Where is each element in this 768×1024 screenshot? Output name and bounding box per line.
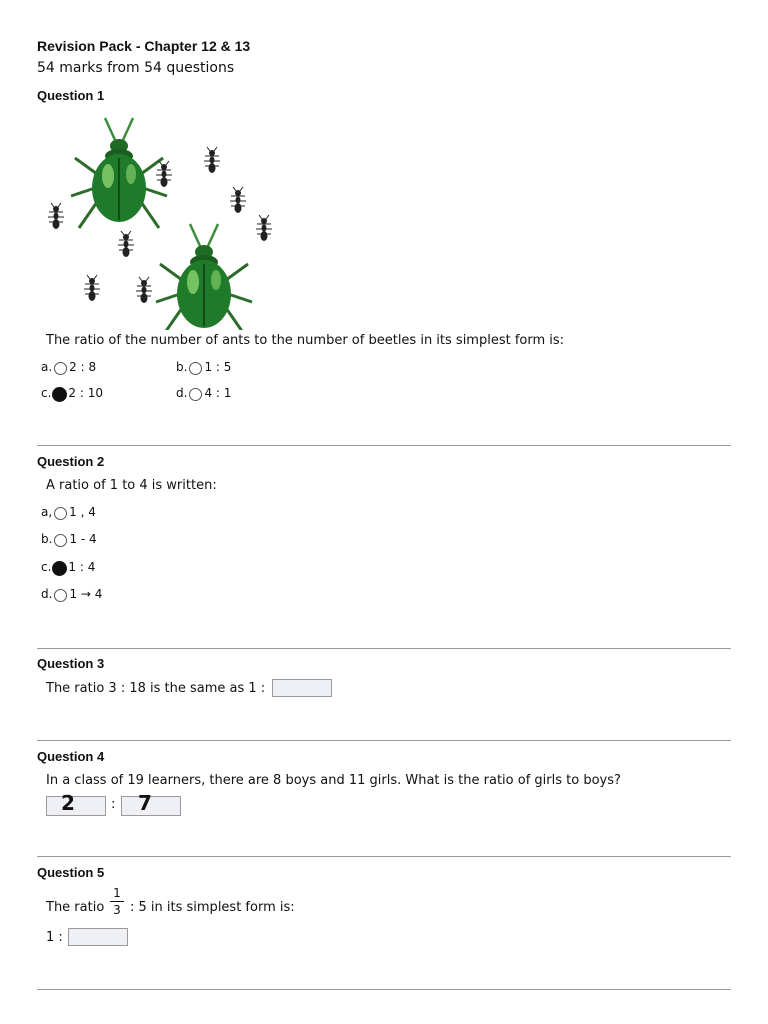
fraction-denominator: 3 bbox=[113, 903, 121, 917]
q2-option-a[interactable] bbox=[41, 505, 96, 519]
divider bbox=[37, 856, 731, 857]
radio-button[interactable] bbox=[54, 507, 67, 520]
option-letter: a. bbox=[41, 360, 53, 374]
option-text: 2 : 10 bbox=[68, 386, 103, 400]
ant-2 bbox=[204, 147, 220, 173]
option-letter: c. bbox=[41, 560, 52, 574]
ant-6 bbox=[256, 215, 272, 241]
radio-button[interactable] bbox=[54, 362, 67, 375]
fraction-one-third bbox=[109, 886, 125, 917]
q1-option-a[interactable] bbox=[41, 360, 96, 374]
option-letter: a, bbox=[41, 505, 53, 519]
question-1-prompt: The ratio of the number of ants to the number of beetles in its simplest form is: bbox=[46, 333, 565, 348]
fraction-bar bbox=[110, 901, 124, 902]
ratio-colon: : bbox=[111, 797, 116, 812]
option-text: 1 : 5 bbox=[204, 360, 232, 374]
q2-option-b[interactable] bbox=[41, 532, 97, 546]
q1-option-b[interactable] bbox=[176, 360, 231, 374]
divider bbox=[37, 740, 731, 741]
question-2-prompt: A ratio of 1 to 4 is written: bbox=[46, 478, 217, 493]
ant-7 bbox=[84, 275, 100, 301]
option-letter: b. bbox=[41, 532, 53, 546]
radio-button[interactable] bbox=[54, 534, 67, 547]
question-3-prompt: The ratio 3 : 18 is the same as 1 : bbox=[46, 681, 266, 696]
ant-3 bbox=[48, 203, 64, 229]
question-5-prompt-before: The ratio bbox=[46, 900, 105, 915]
option-text: 1 : 4 bbox=[68, 560, 96, 574]
q1-option-c[interactable] bbox=[41, 386, 103, 400]
option-text: 2 : 8 bbox=[69, 360, 97, 374]
radio-button[interactable] bbox=[189, 388, 202, 401]
ant-4 bbox=[118, 231, 134, 257]
ant-1 bbox=[156, 161, 172, 187]
page-title: Revision Pack - Chapter 12 & 13 bbox=[37, 38, 251, 54]
option-letter: d. bbox=[176, 386, 188, 400]
beetles-and-ants-illustration bbox=[44, 108, 284, 330]
page-subtitle: 54 marks from 54 questions bbox=[37, 60, 235, 76]
question-1-heading: Question 1 bbox=[37, 88, 105, 103]
fraction-numerator: 1 bbox=[113, 886, 121, 900]
question-2-heading: Question 2 bbox=[37, 454, 105, 469]
divider bbox=[37, 648, 731, 649]
q1-option-d[interactable] bbox=[176, 386, 231, 400]
q4-answer-right-value: 7 bbox=[138, 791, 152, 815]
divider bbox=[37, 445, 731, 446]
radio-button[interactable] bbox=[189, 362, 202, 375]
radio-button-selected[interactable] bbox=[52, 561, 67, 576]
beetle-1 bbox=[71, 118, 167, 228]
option-text: 1 , 4 bbox=[69, 505, 96, 519]
q2-option-d[interactable] bbox=[41, 587, 102, 601]
option-text: 1 → 4 bbox=[69, 587, 103, 601]
option-letter: d. bbox=[41, 587, 53, 601]
question-4-prompt: In a class of 19 learners, there are 8 boys and 11 girls. What is the ratio of girls to boys? bbox=[46, 773, 621, 788]
beetle-2 bbox=[156, 224, 252, 330]
option-letter: b. bbox=[176, 360, 188, 374]
option-text: 1 - 4 bbox=[69, 532, 97, 546]
q4-answer-left-value: 2 bbox=[61, 791, 75, 815]
ant-5 bbox=[230, 187, 246, 213]
option-text: 4 : 1 bbox=[204, 386, 232, 400]
question-3-heading: Question 3 bbox=[37, 656, 105, 671]
q4-answer-right-input[interactable] bbox=[121, 791, 181, 816]
option-letter: c. bbox=[41, 386, 52, 400]
question-4-heading: Question 4 bbox=[37, 749, 105, 764]
q5-answer-prefix: 1 : bbox=[46, 930, 63, 945]
ant-8 bbox=[136, 277, 152, 303]
question-5-heading: Question 5 bbox=[37, 865, 105, 880]
radio-button-selected[interactable] bbox=[52, 387, 67, 402]
q4-answer-left-input[interactable] bbox=[46, 791, 106, 816]
question-5-prompt-after: : 5 in its simplest form is: bbox=[130, 900, 295, 915]
q2-option-c[interactable] bbox=[41, 560, 95, 574]
divider bbox=[37, 989, 731, 990]
radio-button[interactable] bbox=[54, 589, 67, 602]
q3-answer-input[interactable] bbox=[272, 679, 332, 697]
q5-answer-input[interactable] bbox=[68, 928, 128, 946]
